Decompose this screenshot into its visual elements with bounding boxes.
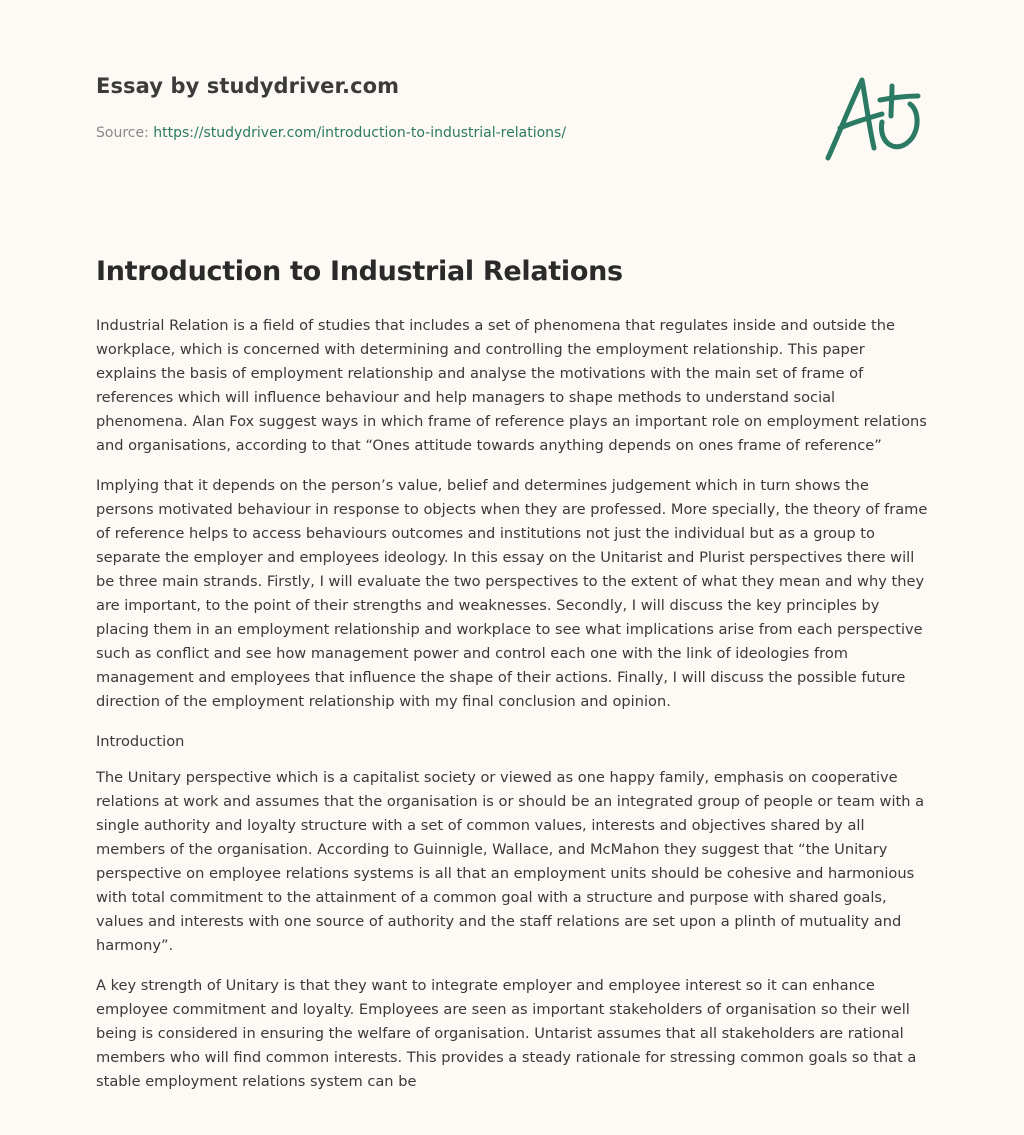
- header: [96, 74, 796, 141]
- paragraph: Industrial Relation is a field of studies that includes a set of phenomena that regulates inside and outside the workplace, which is concerned with determining and controlling the employment relationship. This paper explains the basis of employment relationship and analyse the motivations with the main set of frame of references which will influence behaviour and help managers to shape methods to understand social phenomena. Alan Fox suggest ways in which frame of reference plays an important role on employment relations and organisations, according to that “Ones attitude towards anything depends on ones frame of reference”: [96, 317, 927, 454]
- paragraph: The Unitary perspective which is a capitalist society or viewed as one happy family, emphasis on cooperative relations at work and assumes that the organisation is or should be an integrated group of people or team with a single authority and loyalty structure with a set of common values, interests and objectives shared by all members of the organisation. According to Guinnigle, Wallace, and McMahon they suggest that “the Unitary perspective on employee relations systems is all that an employment units should be cohesive and harmonious with total commitment to the attainment of a common goal with a structure and purpose with shared goals, values and interests with one source of authority and the staff relations are set upon a plinth of mutuality and harmony”.: [96, 769, 925, 954]
- essay-body: [96, 314, 928, 1110]
- a-plus-logo-icon: [822, 66, 926, 166]
- source-link[interactable]: https://studydriver.com/introduction-to-industrial-relations/: [153, 125, 567, 141]
- section-heading: Introduction: [96, 733, 185, 750]
- source-line: [96, 125, 796, 141]
- page-title: Introduction to Industrial Relations: [96, 256, 623, 287]
- brand-title: Essay by studydriver.com: [96, 74, 400, 98]
- paragraph: Implying that it depends on the person’s value, belief and determines judgement which in turn shows the persons motivated behaviour in response to objects when they are professed. More specially, the theory of frame of reference helps to access behaviours outcomes and institutions not just the individual but as a group to separate the employer and employees ideology. In this essay on the Unitarist and Plurist perspectives there will be three main strands. Firstly, I will evaluate the two perspectives to the extent of what they mean and why they are important, to the point of their strengths and weaknesses. Secondly, I will discuss the key principles by placing them in an employment relationship and workplace to see what implications arise from each perspective such as conflict and see how management power and control each one with the link of ideologies from management and employees that influence the shape of their actions. Finally, I will discuss the possible future direction of the employment relationship with my final conclusion and opinion.: [96, 477, 928, 710]
- source-label: Source:: [96, 125, 149, 141]
- paragraph: A key strength of Unitary is that they want to integrate employer and employee interest so it can enhance employee commitment and loyalty. Employees are seen as important stakeholders of organisation so their well being is considered in ensuring the welfare of organisation. Untarist assumes that all stakeholders are rational members who will find common interests. This provides a steady rationale for stressing common goals so that a stable employment relations system can be: [96, 977, 917, 1090]
